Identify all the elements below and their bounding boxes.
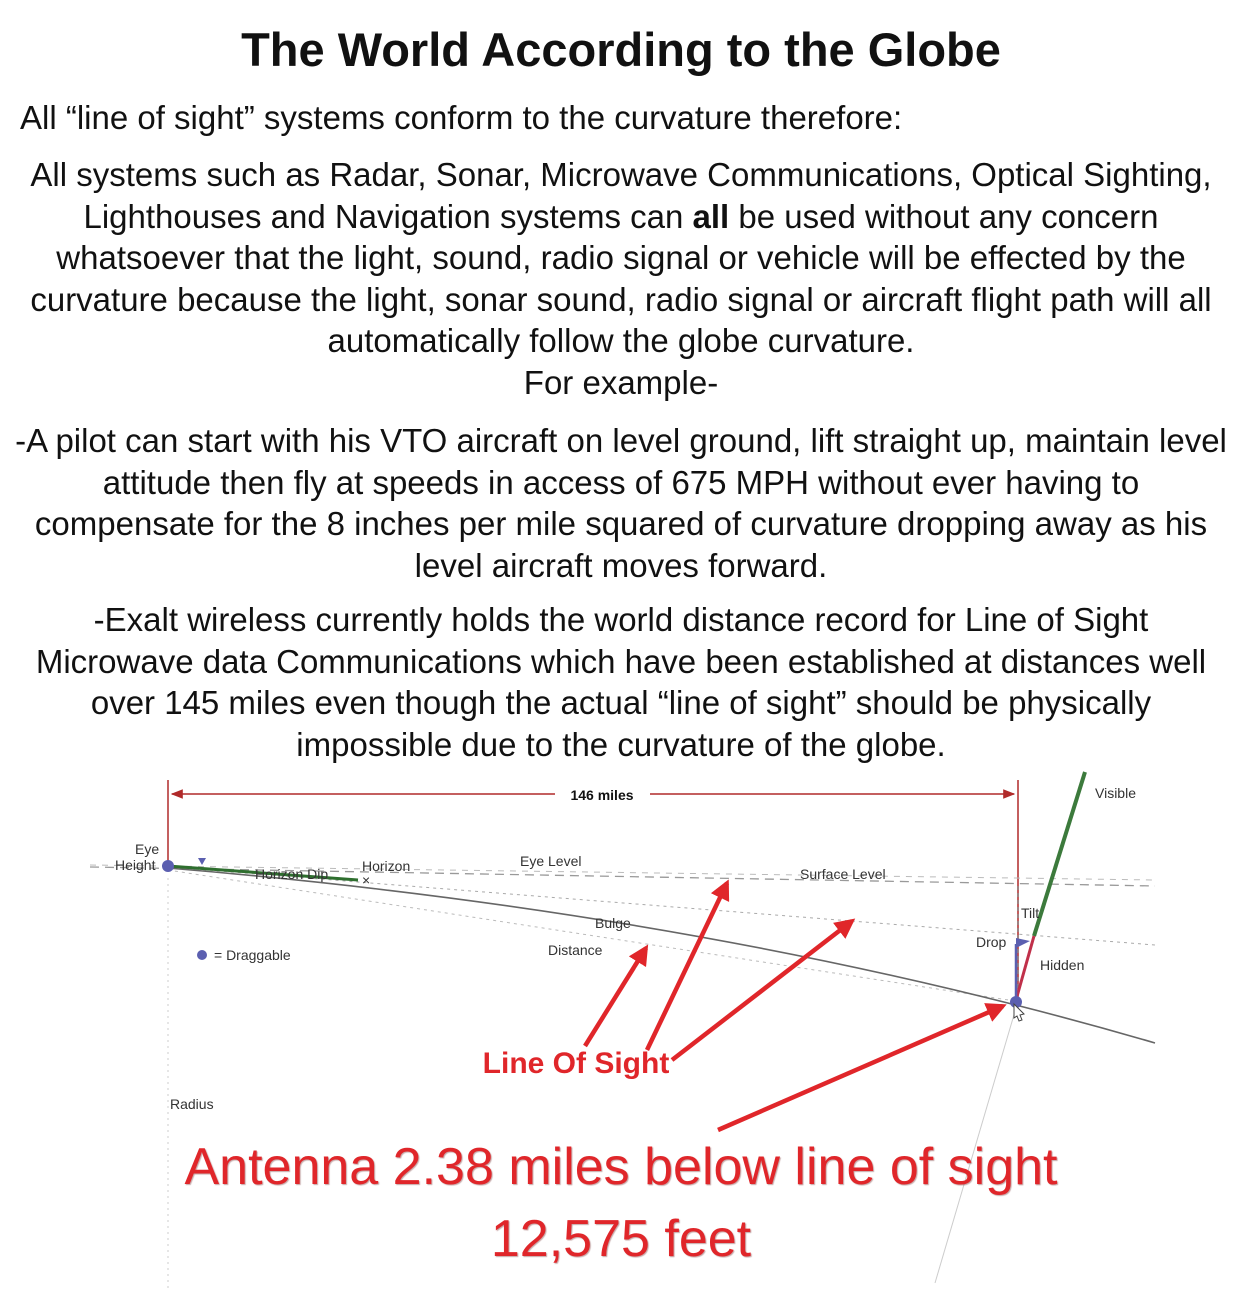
- distance-label-diagram: Distance: [548, 942, 603, 958]
- paragraph-systems: [14, 154, 1228, 403]
- hidden-label: Hidden: [1040, 957, 1085, 973]
- drop-arrow-icon: [1016, 938, 1030, 948]
- height-label: Height: [115, 857, 156, 873]
- paragraph-exalt: -Exalt wireless currently holds the world distance record for Line of Sight Microwave data Communications which have been established at distances well over 145 miles even though the actual “line of sight” should be physically impossible due to the curvature of the globe.: [35, 601, 1207, 763]
- page-title: The World According to the Globe: [241, 23, 1001, 76]
- horizon-x-mark: ×: [362, 872, 371, 888]
- arrow-antenna: [718, 1006, 1003, 1130]
- draggable-dot-icon: [197, 950, 207, 960]
- bulge-label: Bulge: [595, 915, 631, 931]
- caption-line-1: Antenna 2.38 miles below line of sight: [184, 1138, 1058, 1196]
- visible-sight-line: [1034, 772, 1085, 936]
- horizon-dip-label: Horizon Dip: [255, 866, 329, 882]
- caption-line-2: 12,575 feet: [490, 1210, 752, 1268]
- paragraph-pilot: -A pilot can start with his VTO aircraft on level ground, lift straight up, maintain level attitude then fly at speeds in access of 675 MPH without ever having to compensate for the 8 inches per mile squared of curvature dropping away as his level aircraft moves forward.: [15, 422, 1227, 584]
- draggable-legend: = Draggable: [214, 947, 291, 963]
- visible-label: Visible: [1095, 785, 1136, 801]
- line-of-sight-arrows: [585, 883, 1003, 1130]
- eye-level-label: Eye Level: [520, 853, 582, 869]
- distance-label: 146 miles: [570, 787, 634, 803]
- intro-text: All “line of sight” systems conform to the curvature therefore:: [20, 99, 903, 136]
- horizon-label: Horizon: [362, 858, 411, 874]
- paragraph-systems-emphasis: all: [692, 197, 730, 235]
- arrow-distance: [585, 948, 646, 1046]
- radius-label: Radius: [170, 1096, 214, 1112]
- eye-label: Eye: [135, 841, 160, 857]
- eye-height-handle[interactable]: [162, 860, 174, 872]
- distance-dimension: [168, 780, 1018, 998]
- line-of-sight-label: Line Of Sight: [482, 1047, 670, 1080]
- eye-marker-icon: [198, 858, 206, 865]
- paragraph-systems-text: All systems such as Radar, Sonar, Microwave Communications, Optical Sighting, Lighthouses and Navigation systems can: [30, 156, 1212, 235]
- drop-label: Drop: [976, 934, 1007, 950]
- paragraph-systems-text-end: be used without any concern whatsoever that the light, sound, radio signal or vehicle will be effected by the curvature because the light, sonar sound, radio signal or aircraft flight path will all automatically follow the globe curvature.: [30, 197, 1212, 359]
- surface-level-label: Surface Level: [800, 866, 886, 882]
- for-example-label: For example-: [523, 363, 719, 401]
- tilt-label: Tilt: [1021, 905, 1040, 921]
